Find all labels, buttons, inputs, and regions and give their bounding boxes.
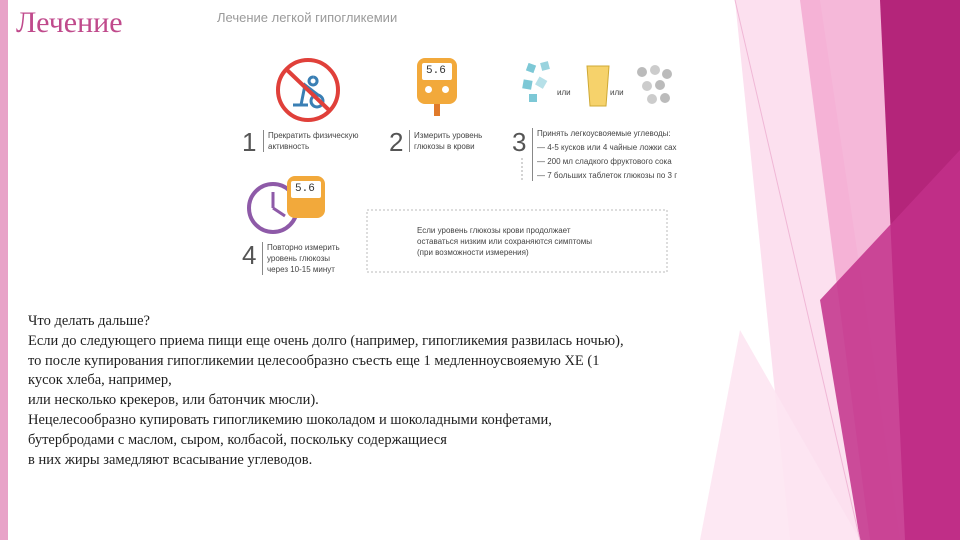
infographic-title: Лечение легкой гипогликемии — [217, 10, 398, 25]
step-3-line: Принять легкоусвояемые углеводы: — [537, 129, 671, 138]
body-line: Если до следующего приема пищи еще очень долго (например, гипогликемия развилась ночью), — [28, 332, 624, 349]
note-line: Если уровень глюкозы крови продолжает — [417, 226, 571, 235]
step-3-line: — 7 больших таблеток глюкозы по 3 г — [537, 171, 678, 180]
left-accent-bar — [0, 0, 8, 540]
or-label-2: или — [610, 88, 624, 97]
step-4-line: Повторно измерить — [267, 243, 340, 252]
step-number-2: 2 — [389, 127, 404, 157]
step-3-line: — 4-5 кусков или 4 чайные ложки сах — [537, 143, 677, 152]
or-label-1: или — [557, 88, 571, 97]
glucometer-icon — [287, 176, 325, 218]
step-number-4: 4 — [242, 240, 257, 270]
body-text — [28, 312, 788, 470]
body-line: кусок хлеба, например, — [28, 372, 172, 389]
hypoglycemia-infographic — [205, 0, 705, 290]
step-1-line: Прекратить физическую — [268, 131, 359, 140]
step-1-line: активность — [268, 142, 310, 151]
step-3-line: — 200 мл сладкого фруктового сока — [537, 157, 672, 166]
step-2-line: глюкозы в крови — [414, 142, 475, 151]
step-2-line: Измерить уровень — [414, 131, 483, 140]
body-line: или несколько крекеров, или батончик мюсли). — [28, 392, 319, 409]
step-4-line: уровень глюкозы — [267, 254, 331, 263]
body-line: Что делать дальше? — [28, 313, 150, 329]
step-number-3: 3 — [512, 127, 527, 157]
step-4-line: через 10-15 минут — [267, 265, 335, 274]
note-text — [417, 225, 592, 258]
step-number-1: 1 — [242, 127, 257, 157]
body-line: в них жиры замедляют всасывание углеводов. — [28, 451, 313, 468]
body-line: бутербродами с маслом, сыром, колбасой, поскольку содержащиеся — [28, 431, 447, 448]
body-line: то после купирования гипогликемии целесообразно съесть еще 1 медленноусвояемую ХЕ (1 — [28, 352, 600, 369]
note-line: оставаться низким или сохраняются симптомы — [417, 237, 592, 246]
glucometer-reading: 5.6 — [426, 65, 446, 77]
step-4-text — [262, 242, 340, 275]
slide-title: Лечение — [16, 6, 123, 39]
note-line: (при возможности измерения) — [417, 248, 529, 257]
body-line: Нецелесообразно купировать гипогликемию шоколадом и шоколадными конфетами, — [28, 411, 552, 428]
glucometer-reading: 5.6 — [295, 183, 315, 195]
